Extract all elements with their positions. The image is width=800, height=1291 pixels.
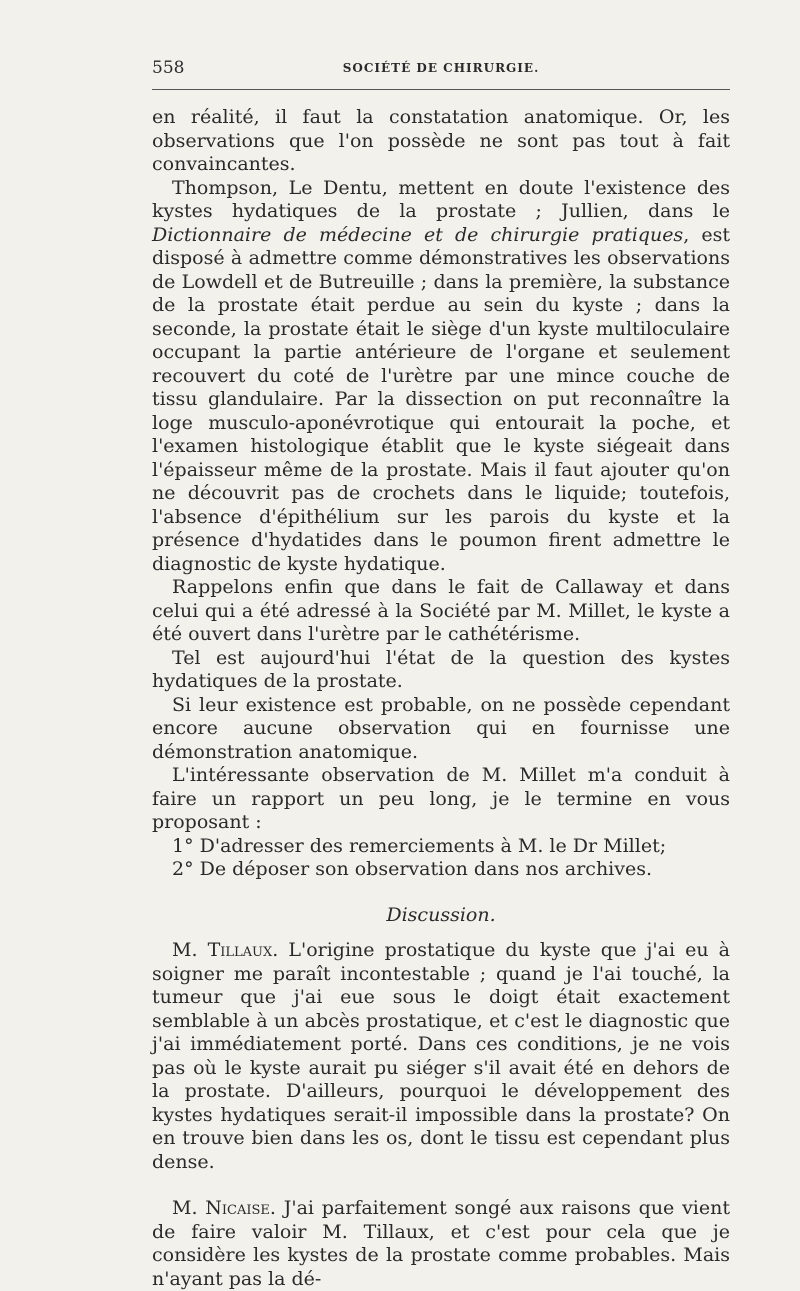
body-text <box>152 106 730 1291</box>
speaker-text: J'ai parfaitement songé aux raisons que vient de faire valoir M. Tillaux, et c'est pour cela que je considère les kystes de la prostate comme probables. Mais n'ayant pas la dé- <box>152 1197 730 1290</box>
speaker-prefix: M. <box>172 939 208 961</box>
paragraph: Si leur existence est probable, on ne possède cependant encore aucune observation qui en fournisse une démonstration anatomique. <box>152 693 730 763</box>
paragraph <box>152 177 730 577</box>
paragraph: Tel est aujourd'hui l'état de la question des kystes hydatiques de la prostate. <box>152 646 730 692</box>
speaker-prefix: M. <box>172 1197 206 1219</box>
header-rule <box>152 89 730 90</box>
page-header <box>152 58 730 84</box>
speaker-paragraph <box>152 1197 730 1291</box>
paragraph: 1° D'adresser des remerciements à M. le Dr Millet; <box>172 834 667 857</box>
paragraph: Rappelons enfin que dans le fait de Callaway et dans celui qui a été adressé à la Société par M. Millet, le kyste a été ouvert dans l'urètre par le cathétérisme. <box>152 576 730 645</box>
speaker-name: Tillaux. <box>207 939 279 961</box>
paragraph-text: , est disposé à admettre comme démonstratives les observations de Lowdell et de Butreuille ; dans la première, la substance de la prostate était perdue au sein du kyste ; dans la seconde, la prostate était le siège d'un kyste multiloculaire occupant la partie antérieure de l'organe et seulement recouvert du coté de l'urètre par une mince couche de tissu glandulaire. Par la dissection on put reconnaître la loge musculo-aponévrotique qui entourait la poche, et l'examen histologique établit que le kyste siégeait dans l'épaisseur même de la prostate. Mais il faut ajouter qu'on ne découvrit pas de crochets dans le liquide; toutefois, l'absence d'épithélium sur les parois du kyste et la présence d'hydatides dans le poumon firent admettre le diagnostic de kyste hydatique. <box>152 223 730 575</box>
paragraph-text: Thompson, Le Dentu, mettent en doute l'existence des kystes hydatiques de la prostate ; Jullien, dans le <box>152 176 730 222</box>
paragraph: en réalité, il faut la constatation anatomique. Or, les observations que l'on possède ne sont pas tout à fait convaincantes. <box>152 106 730 175</box>
speaker-text: L'origine prostatique du kyste que j'ai eu à soigner me paraît incontestable ; quand je l'ai touché, la tumeur que j'ai eue sous le doigt était exactement semblable à un abcès prostatique, et c'est le diagnostic que j'ai immédiatement porté. Dans ces conditions, je ne vois pas où le kyste aurait pu siéger s'il avait été en dehors de la prostate. D'ailleurs, pourquoi le développement des kystes hydatiques serait-il impossible dans la prostate? On en trouve bien dans les os, dont le tissu est cependant plus dense. <box>152 939 730 1173</box>
speaker-name: Nicaise. <box>205 1197 276 1219</box>
book-title: Dictionnaire de médecine et de chirurgie pratiques <box>152 223 684 246</box>
paragraph: 2° De déposer son observation dans nos archives. <box>172 858 653 880</box>
paragraph: L'intéressante observation de M. Millet m'a conduit à faire un rapport un peu long, je le termine en vous proposant : <box>152 764 730 833</box>
page-number: 558 <box>152 58 185 78</box>
speaker-paragraph <box>152 939 730 1174</box>
running-head: SOCIÉTÉ DE CHIRURGIE. <box>342 61 540 75</box>
section-heading: Discussion. <box>386 903 496 926</box>
